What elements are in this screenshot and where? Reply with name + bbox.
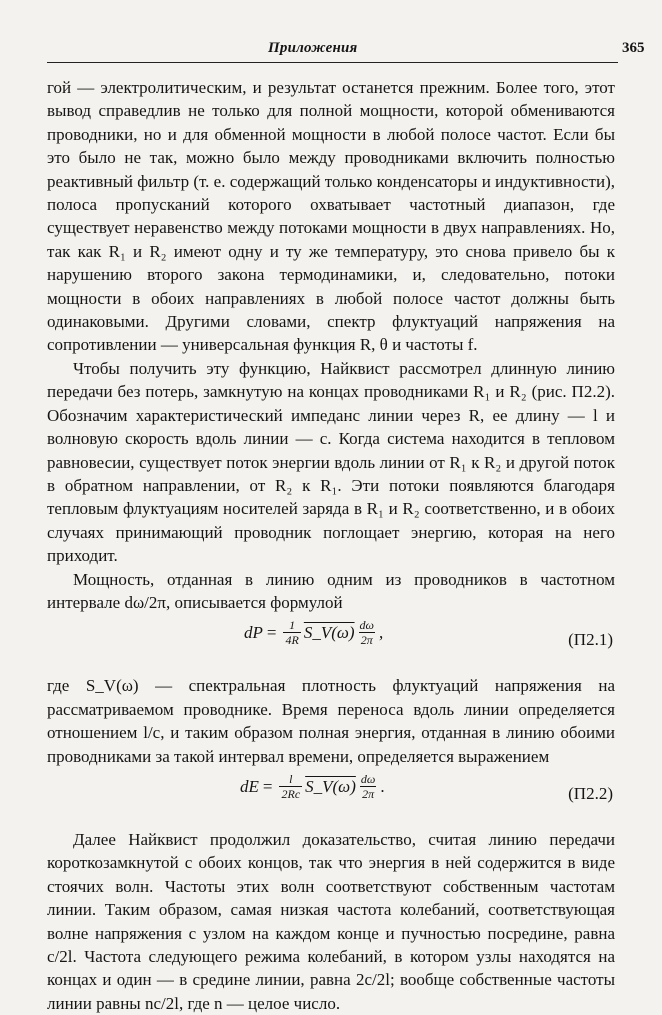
- paragraph-3: Мощность, отданная в линию одним из проводников в частотном интервале dω/2π, описывается формулой: [47, 569, 615, 612]
- header-rule: [47, 62, 618, 63]
- paragraph-5: Далее Найквист продолжил доказательство, считая линию передачи короткозамкнутой с обоих концов, так что энергия в ней содержится в виде стоячих волн. Частоты этих волн соответствуют собственным частотам линии. Таким образом, самая низкая частота колебаний, соответствующая волне напряжения с узлом на каждом конце и пучностью посредине, равна c/2l. Частота следующего режима колебаний, в котором узлы находятся на концах и один — в средине линии, равна 2c/2l; вообще собственные частоты линии равны nc/2l, где n — целое число.: [47, 829, 615, 1013]
- fraction-numerator: dω: [360, 771, 376, 786]
- formula-p2-2: [47, 768, 615, 828]
- fraction: [279, 772, 302, 801]
- fraction-denominator: 2π: [362, 786, 375, 801]
- fraction: [283, 618, 300, 647]
- equation-number: (П2.2): [568, 783, 613, 803]
- fraction-denominator: 2Rc: [281, 786, 301, 801]
- equation-number: (П2.1): [568, 630, 613, 650]
- fraction-numerator: 1: [289, 618, 296, 633]
- formula-equals: =: [266, 623, 277, 643]
- running-header-title: Приложения: [268, 40, 358, 56]
- spectral-density: S_V(ω): [305, 776, 356, 796]
- fraction: [358, 618, 376, 647]
- formula-punctuation: ,: [379, 623, 384, 643]
- fraction-denominator: 4R: [285, 633, 299, 648]
- paragraph-2: Чтобы получить эту функцию, Найквист рассмотрел длинную линию передачи без потерь, замкнутую на концах проводниками R₁ и R₂ (рис. П2.2). Обозначим характеристический импеданс линии через R, ее длину — l и волновую скорость вдоль линии — c. Когда система находится в тепловом равновесии, существует поток энергии вдоль линии от R₁ к R₂ и другой поток в обратном направлении, от R₂ к R₁. Эти потоки появляются благодаря тепловым флуктуациям носителей заряда в R₁ и R₂ соответственно, и в обоих случаях принимающий проводник поглощает энергию, которая на него приходит.: [47, 358, 615, 566]
- fraction-denominator: 2π: [360, 633, 373, 648]
- formula-punctuation: .: [380, 776, 385, 796]
- spectral-density: S_V(ω): [303, 623, 355, 643]
- formula-equals: =: [262, 776, 273, 796]
- fraction-numerator: l: [289, 771, 293, 786]
- fraction: [359, 772, 377, 801]
- formula-lhs: dE: [240, 776, 259, 796]
- page-body: [47, 76, 615, 1015]
- fraction-numerator: dω: [359, 618, 375, 633]
- paragraph-4: где S_V(ω) — спектральная плотность флуктуаций напряжения на рассматриваемом проводнике. Время переноса вдоль линии определяется отношением l/c, и таким образом полная энергия, отданная в линию обоими проводниками за такой интервал времени, определяется выражением: [47, 676, 615, 766]
- formula-lhs: dP: [244, 623, 263, 643]
- page-number: 365: [622, 40, 645, 56]
- paragraph-1: гой — электролитическим, и результат останется прежним. Более того, этот вывод справедлив не только для полной мощности, которой обмениваются проводники, но и для обменной мощности в любой полосе частот. Если бы это было не так, можно было между проводниками включить полностью реактивный фильтр (т. е. содержащий только конденсаторы и индуктивности), полоса пропусканий которого охватывает частотный диапазон, где существует неравенство между потоками мощности в двух направлениях. Но, так как R₁ и R₂ имеют одну и ту же температуру, это снова привело бы к нарушению второго закона термодинамики, и, следовательно, потоки мощности в обоих направлениях в любой полосе частот должны быть одинаковыми. Другими словами, спектр флуктуаций напряжения на сопротивлении — универсальная функция R, θ и частоты f.: [47, 78, 615, 355]
- formula-p2-1: [47, 614, 615, 674]
